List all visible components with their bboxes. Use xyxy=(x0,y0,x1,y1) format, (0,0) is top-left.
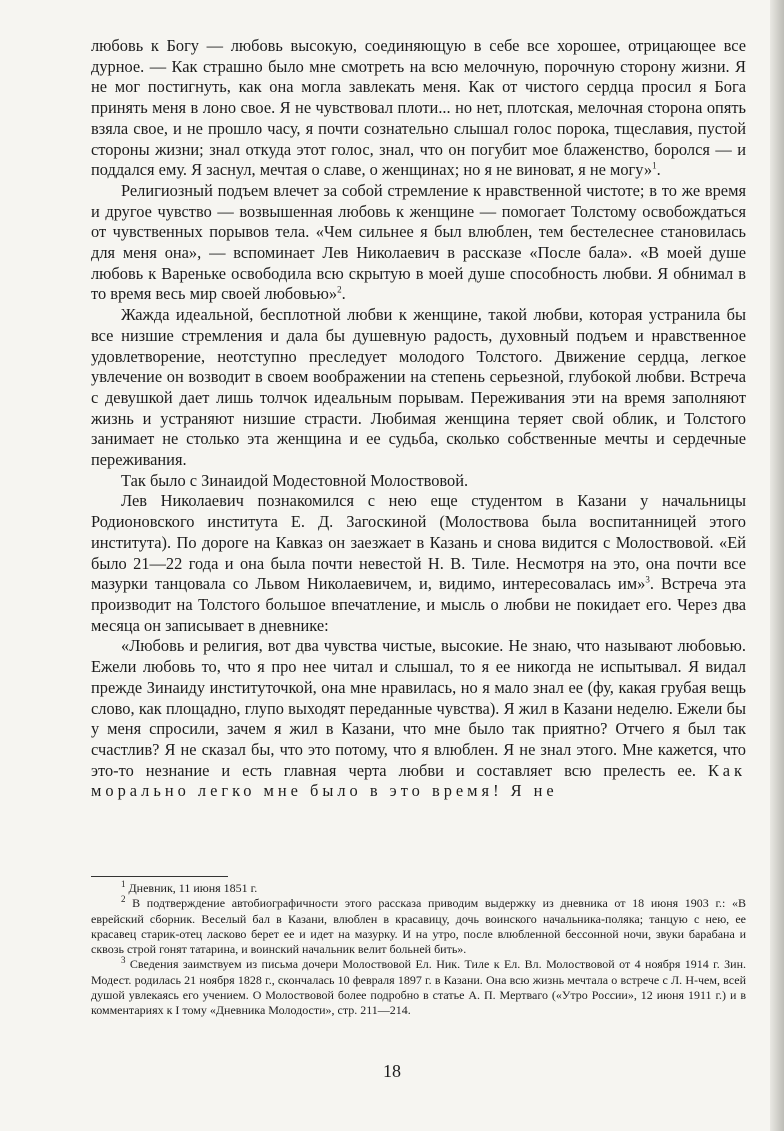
page-number: 18 xyxy=(383,1061,401,1081)
footnote-number-1: 1 xyxy=(121,879,126,889)
spaced-emphasis: Как морально легко мне было в это время! Я не xyxy=(91,760,746,801)
footnote-3: $^3$ Сведения заимствуем из письма дочери Молоствовой Ел. Ник. Тиле к Ел. Вл. Молоствовой от 4 ноября 1914 г. Зин. Модест. родилась 21 ноября 1828 г., скончалась 10 февраля 1897 г. в Казани. Она всю жизнь мечтала о встрече с Л. Н-чем, всей душой увлекаясь его учением. О Молоствовой более подробно в статье А. П. Мертваго («Утро России», 12 июня 1911 г.) и в комментариях к I тому «Дневника Молодости», стр. 211—214. xyxy=(91,955,747,1018)
footnote-divider xyxy=(91,876,228,877)
main-text xyxy=(91,36,746,802)
scan-edge-shadow xyxy=(770,0,784,1131)
paragraph-3: Жажда идеальной, бесплотной любви к женщине, такой любви, которая устранила бы все низшие стремления и дала бы душевную радость, духовный подъем и нравственное удовлетворение, неотступно преследует молодого Толстого. Движение сердца, легкое увлечение он возводит в своем воображении на степень серьезной, глубокой любви. Встреча с девушкой дает лишь толчок идеальным порывам. Переживания эти на время заполняют жизнь и устраняют низшие страсти. Любимая женщина теряет свой облик, и Толстого занимает не столько эта женщина и ее судьба, сколько собственные мечты и сердечные переживания. xyxy=(91,305,746,470)
footnotes xyxy=(91,881,746,1019)
paragraph-1: любовь к Богу — любовь высокую, соединяющую в себе все хорошее, отрицающее все дурное. — Как страшно было мне смотреть на всю мелочную, порочную сторону жизни. Я не мог постигнуть, как она могла завлекать меня. Как от чистого сердца просил я Бога принять меня в лоно свое. Я не чувствовал плоти... но нет, плотская, мелочная сторона опять взяла свое, и не прошло часу, я почти сознательно слышал голос порока, тщеславия, пустой стороны жизни; знал откуда этот голос, знал, что он погубит мое блаженство, боролся — и поддался ему. Я заснул, мечтая о славе, о женщинах; но я не виноват, я не могу»$^1$. xyxy=(91,36,746,180)
page-body xyxy=(91,36,746,802)
paragraph-5: Лев Николаевич познакомился с нею еще студентом в Казани у начальницы Родионовского института Е. Д. Загоскиной (Молоствова была воспитанницей этого института). По дороге на Кавказ он заезжает в Казань и снова видится с Молоствовой. «Ей было 21—22 года и она была почти невестой Н. В. Тиле. Несмотря на это, она почти все мазурки танцовала со Львом Николаевичем, и, видимо, интересовалась им»$^3$. Встреча эта производит на Толстого большое впечатление, и мысль о любви не покидает его. Через два месяца он записывает в дневнике: xyxy=(91,491,746,635)
paragraph-6: «Любовь и религия, вот два чувства чистые, высокие. Не знаю, что называют любовью. Ежели любовь то, что я про нее читал и слышал, то я ее никогда не испытывал. Я видал прежде Зинаиду институточкой, она мне нравилась, но я мало знал ее (фу, какая грубая вещь слово, как площадно, глупо выходят переданные чувства). Я жил в Казани неделю. Ежели бы у меня спросили, зачем я жил в Казани, что мне было так приятно? Отчего я был так счастлив? Я не сказал бы, что это потому, что я влюблен. Я не знал этого. Мне кажется, что это-то незнание и есть главная черта любви и составляет всю прелесть ее. Как морально легко мне было в это время! Я не xyxy=(91,636,746,801)
footnote-ref-3[interactable]: 3 xyxy=(645,574,650,585)
footnote-ref-1[interactable]: 1 xyxy=(652,160,657,171)
footnote-2: $^2$ В подтверждение автобиографичности этого рассказа приводим выдержку из дневника от 18 июня 1903 г.: «В еврейский сборник. Веселый бал в Казани, влюблен в красавицу, дочь воинского начальника-поляка; танцую с нею, ее красавец старик-отец ласково берет ее и идет на мазурку. И на утро, после влюбленной бессонной ночи, звуки барабана и сквозь строй гонят татарина, и воинский начальник велит больней бить». xyxy=(91,894,746,957)
footnote-1: $^1$ Дневник, 11 июня 1851 г. xyxy=(121,879,258,895)
paragraph-2: Религиозный подъем влечет за собой стремление к нравственной чистоте; в то же время и другое чувство — возвышенная любовь к женщине — помогает Толстому освобождаться от чувственных порывов тела. «Чем сильнее я был влюблен, тем бестелеснее становилась для меня она», — вспоминает Лев Николаевич в рассказе «После бала». «В моей душе любовь к Вареньке освободила всю скрытую в моей душе способность любви. Я обнимал в то время весь мир своей любовью»$^2$. xyxy=(91,180,746,304)
paragraph-4: Так было с Зинаидой Модестовной Молоствовой. xyxy=(121,470,469,490)
footnote-ref-2[interactable]: 2 xyxy=(337,284,342,295)
footnote-number-3: 3 xyxy=(121,955,126,966)
footnote-number-2: 2 xyxy=(121,894,126,905)
